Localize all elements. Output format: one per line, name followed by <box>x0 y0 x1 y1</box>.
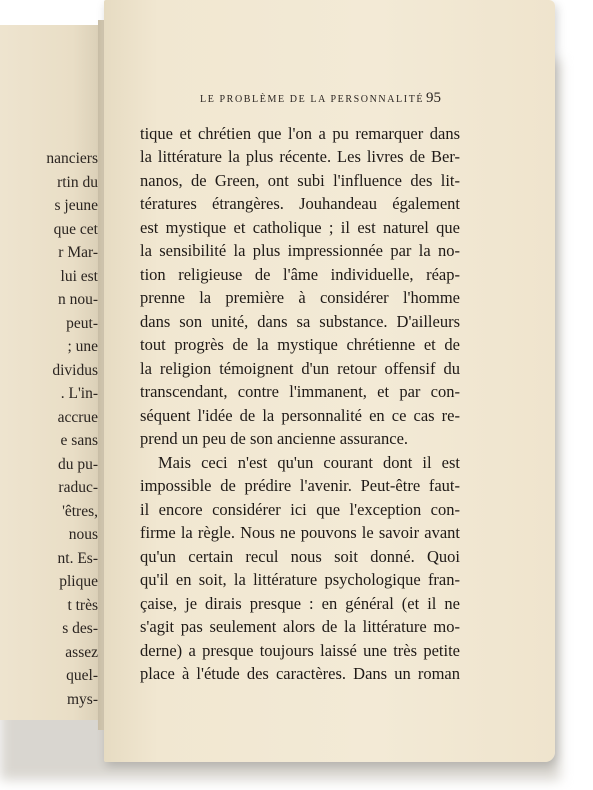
body-line: çaise, je dirais presque : en général (et il ne <box>140 594 460 613</box>
body-line: prend un peu de son ancienne assurance. <box>140 429 409 448</box>
left-page-line: assez <box>65 644 98 661</box>
left-page <box>0 25 104 720</box>
body-line: tique et chrétien que l'on a pu remarquer dans <box>140 124 460 143</box>
body-line: qu'il en soit, la littérature psychologique fran- <box>140 570 460 589</box>
body-line: tion religieuse de l'âme individuelle, réap- <box>140 265 460 284</box>
body-line: Mais ceci n'est qu'un courant dont il est <box>158 453 460 472</box>
body-line: firme la règle. Nous ne pouvons le savoir avant <box>140 523 460 542</box>
body-line: transcendant, contre l'immanent, et par con- <box>140 382 460 401</box>
left-page-line: accrue <box>57 409 98 426</box>
body-line: derne) a presque toujours laissé une très petite <box>140 641 460 660</box>
left-page-line: t très <box>67 597 98 614</box>
left-page-line: quel- <box>66 667 98 684</box>
left-page-line: rtin du <box>57 174 98 191</box>
left-page-line: r Mar- <box>58 244 98 261</box>
left-page-line: nt. Es- <box>57 550 98 567</box>
body-line: tératures étrangères. Jouhandeau également <box>140 194 460 213</box>
body-line: s'agit pas seulement alors de la littérature mo- <box>140 617 460 636</box>
body-line: il encore considérer ici que l'exception con- <box>140 500 460 519</box>
body-line: nanos, de Green, ont subi l'influence des lit- <box>140 171 460 190</box>
right-page <box>104 0 555 762</box>
body-line: la littérature la plus récente. Les livres de Ber- <box>140 147 460 166</box>
body-line: qu'un certain recul nous soit donné. Quoi <box>140 547 460 566</box>
running-head: LE PROBLÈME DE LA PERSONNALITÉ <box>200 94 425 105</box>
left-page-line: . L'in- <box>60 385 98 402</box>
left-page-line: que cet <box>53 221 98 238</box>
body-line: est mystique et catholique ; il est naturel que <box>140 218 460 237</box>
left-page-line: s des- <box>62 620 98 637</box>
left-page-line: raduc- <box>58 479 98 496</box>
left-page-line: ; une <box>67 338 98 355</box>
left-page-line: 'êtres, <box>62 503 98 520</box>
left-page-line: plique <box>59 573 98 590</box>
left-page-line: mys- <box>67 691 98 708</box>
left-page-line: du pu- <box>57 456 98 473</box>
body-line: séquent l'idée de la personnalité en ce cas re- <box>140 406 460 425</box>
body-line: la sensibilité la plus impressionnée par la no- <box>140 241 460 260</box>
left-page-line: s jeune <box>54 197 98 214</box>
body-line: prenne la première à considérer l'homme <box>140 288 460 307</box>
left-page-line: dividus <box>52 362 98 379</box>
left-page-line: nous <box>68 526 98 543</box>
body-line: impossible de prédire l'avenir. Peut-être faut- <box>140 476 460 495</box>
body-line: place à l'étude des caractères. Dans un roman <box>140 664 460 683</box>
body-line: tout progrès de la mystique chrétienne et de <box>140 335 460 354</box>
left-page-line: e sans <box>60 432 98 449</box>
page-number: 95 <box>426 90 441 106</box>
body-line: la religion témoignent d'un retour offensif du <box>140 359 460 378</box>
left-page-line: lui est <box>60 268 98 285</box>
body-line: dans son unité, dans sa substance. D'ailleurs <box>140 312 460 331</box>
left-page-line: n nou- <box>57 291 98 308</box>
left-page-line: nanciers <box>46 150 98 167</box>
left-page-line: peut- <box>66 315 98 332</box>
